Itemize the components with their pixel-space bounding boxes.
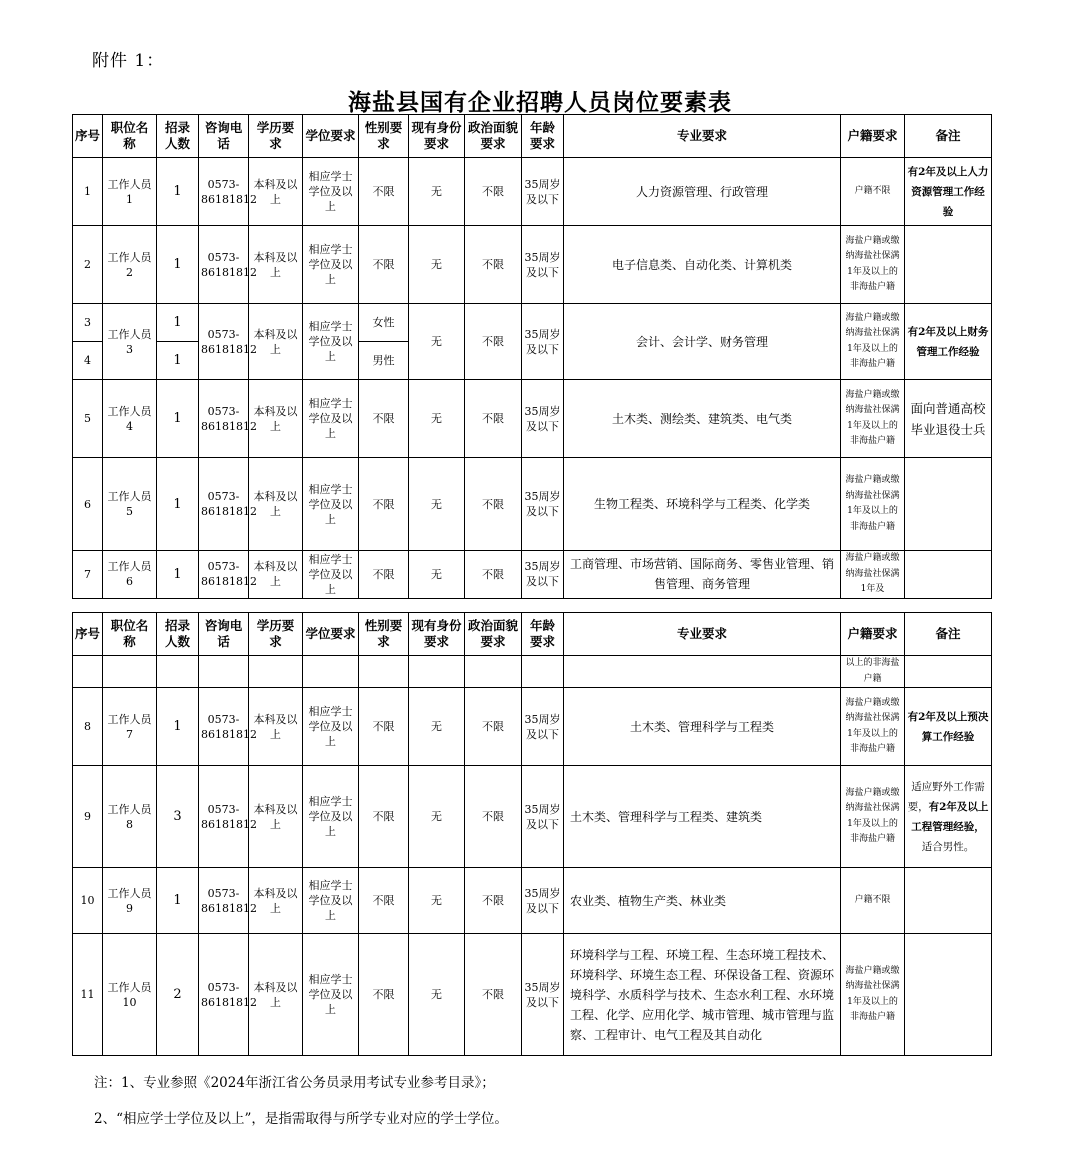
table-row	[73, 458, 992, 551]
cell-no: 2	[73, 226, 103, 304]
cell-education: 本科及以上	[249, 868, 303, 934]
cell-degree: 相应学士学位及以上	[303, 304, 359, 380]
cell-age: 35周岁及以下	[522, 458, 564, 551]
header-cell: 户籍要求	[841, 613, 905, 656]
cell-degree: 相应学士学位及以上	[303, 226, 359, 304]
cell-major: 生物工程类、环境科学与工程类、化学类	[564, 458, 841, 551]
footer-note-2: 2、“相应学士学位及以上”，是指需取得与所学专业对应的学士学位。	[94, 1111, 508, 1127]
table-row	[73, 380, 992, 458]
cell-hukou: 海盐户籍或缴纳海盐社保满1年及以上的非海盐户籍	[841, 934, 905, 1056]
cell-note	[905, 934, 992, 1056]
cell-note: 面向普通高校毕业退役士兵	[905, 380, 992, 458]
cell-hukou: 户籍不限	[841, 158, 905, 226]
cell-age: 35周岁及以下	[522, 688, 564, 766]
header-cell: 招录人数	[157, 613, 199, 656]
cell-phone: 0573-86181812	[199, 380, 249, 458]
cell-age: 35周岁及以下	[522, 934, 564, 1056]
cell-political: 不限	[465, 226, 522, 304]
cell-major: 人力资源管理、行政管理	[564, 158, 841, 226]
table-row	[73, 868, 992, 934]
cell-major: 土木类、管理科学与工程类、建筑类	[564, 766, 841, 868]
cell-education: 本科及以上	[249, 766, 303, 868]
cell-political: 不限	[465, 551, 522, 599]
header-cell: 职位名称	[103, 115, 157, 158]
cell-identity: 无	[409, 934, 465, 1056]
cell-count: 1	[157, 380, 199, 458]
cell-phone: 0573-86181812	[199, 226, 249, 304]
cell-identity: 无	[409, 688, 465, 766]
cell-gender: 不限	[359, 766, 409, 868]
cell-political: 不限	[465, 380, 522, 458]
cell-phone: 0573-86181812	[199, 934, 249, 1056]
cell-position: 工作人员10	[103, 934, 157, 1056]
cell-hukou: 海盐户籍或缴纳海盐社保满1年及以上的非海盐户籍	[841, 380, 905, 458]
cell-hukou: 户籍不限	[841, 868, 905, 934]
cell-identity: 无	[409, 380, 465, 458]
cell-degree: 相应学士学位及以上	[303, 688, 359, 766]
table-row	[73, 934, 992, 1056]
cell-gender: 不限	[359, 380, 409, 458]
header-cell: 咨询电话	[199, 115, 249, 158]
cell-degree: 相应学士学位及以上	[303, 551, 359, 599]
cell-identity: 无	[409, 304, 465, 380]
header-cell: 咨询电话	[199, 613, 249, 656]
cell-phone: 0573-86181812	[199, 868, 249, 934]
positions-table-part2	[72, 612, 992, 1056]
cell-no: 10	[73, 868, 103, 934]
cell-gender: 不限	[359, 934, 409, 1056]
cell-gender: 不限	[359, 226, 409, 304]
cell-phone: 0573-86181812	[199, 458, 249, 551]
cell-count: 1	[157, 458, 199, 551]
header-cell: 年龄要求	[522, 115, 564, 158]
cell-note	[905, 551, 992, 599]
cell-degree: 相应学士学位及以上	[303, 380, 359, 458]
table-row-continuation	[73, 656, 992, 688]
cell-age: 35周岁及以下	[522, 868, 564, 934]
header-cell: 学位要求	[303, 613, 359, 656]
header-cell: 户籍要求	[841, 115, 905, 158]
header-cell: 备注	[905, 115, 992, 158]
cell-identity: 无	[409, 458, 465, 551]
header-cell: 学历要求	[249, 613, 303, 656]
cell-education: 本科及以上	[249, 158, 303, 226]
cell-major: 环境科学与工程、环境工程、生态环境工程技术、环境科学、环境生态工程、环保设备工程、资源环境科学、水质科学与技术、生态水利工程、水环境工程、化学、应用化学、城市管理、城市管理与监察、工程审计、电气工程及其自动化	[564, 934, 841, 1056]
cell-political: 不限	[465, 158, 522, 226]
cell-gender: 不限	[359, 688, 409, 766]
cell-no: 8	[73, 688, 103, 766]
cell-gender: 女性	[359, 304, 409, 342]
footer-note-1: 注：1、专业参照《2024年浙江省公务员录用考试专业参考目录》；	[94, 1075, 495, 1091]
cell-hukou: 海盐户籍或缴纳海盐社保满1年及以上的非海盐户籍	[841, 226, 905, 304]
cell-hukou: 海盐户籍或缴纳海盐社保满1年及以上的非海盐户籍	[841, 766, 905, 868]
cell-note: 有2年及以上财务管理工作经验	[905, 304, 992, 380]
cell-phone: 0573-86181812	[199, 688, 249, 766]
cell-count: 3	[157, 766, 199, 868]
cell-political: 不限	[465, 868, 522, 934]
cell-no: 9	[73, 766, 103, 868]
header-cell: 序号	[73, 613, 103, 656]
cell-count: 2	[157, 934, 199, 1056]
cell-no: 6	[73, 458, 103, 551]
cell-major: 工商管理、市场营销、国际商务、零售业管理、销售管理、商务管理	[564, 551, 841, 599]
cell-position: 工作人员2	[103, 226, 157, 304]
cell-note	[905, 458, 992, 551]
cell-gender: 男性	[359, 342, 409, 380]
header-cell: 政治面貌要求	[465, 115, 522, 158]
cell-education: 本科及以上	[249, 226, 303, 304]
header-cell: 备注	[905, 613, 992, 656]
cell-no: 1	[73, 158, 103, 226]
header-cell: 现有身份要求	[409, 115, 465, 158]
cell-no: 7	[73, 551, 103, 599]
table-header-row	[73, 115, 992, 158]
cell-position: 工作人员4	[103, 380, 157, 458]
cell-position: 工作人员5	[103, 458, 157, 551]
cell-note: 适应野外工作需要，有2年及以上工程管理经验，适合男性。	[905, 766, 992, 868]
cell-degree: 相应学士学位及以上	[303, 158, 359, 226]
table-header-row	[73, 613, 992, 656]
table-row	[73, 551, 992, 599]
cell-hukou: 以上的非海盐户籍	[841, 656, 905, 688]
cell-gender: 不限	[359, 551, 409, 599]
header-cell: 专业要求	[564, 613, 841, 656]
cell-education: 本科及以上	[249, 458, 303, 551]
cell-position: 工作人员1	[103, 158, 157, 226]
table-row	[73, 688, 992, 766]
cell-education: 本科及以上	[249, 380, 303, 458]
cell-hukou: 海盐户籍或缴纳海盐社保满1年及	[841, 551, 905, 599]
page-title: 海盐县国有企业招聘人员岗位要素表	[348, 89, 732, 116]
cell-identity: 无	[409, 868, 465, 934]
cell-count: 1	[157, 158, 199, 226]
cell-education: 本科及以上	[249, 934, 303, 1056]
cell-position: 工作人员9	[103, 868, 157, 934]
cell-note	[905, 868, 992, 934]
header-cell: 性别要求	[359, 115, 409, 158]
positions-table-part1	[72, 114, 992, 599]
attachment-label: 附件 1：	[92, 51, 165, 71]
cell-phone: 0573-86181812	[199, 158, 249, 226]
cell-major: 农业类、植物生产类、林业类	[564, 868, 841, 934]
cell-phone: 0573-86181812	[199, 551, 249, 599]
cell-position: 工作人员7	[103, 688, 157, 766]
cell-identity: 无	[409, 551, 465, 599]
cell-no: 5	[73, 380, 103, 458]
cell-degree: 相应学士学位及以上	[303, 766, 359, 868]
table-row	[73, 158, 992, 226]
header-cell: 学历要求	[249, 115, 303, 158]
cell-position: 工作人员3	[103, 304, 157, 380]
cell-count: 1	[157, 304, 199, 342]
cell-political: 不限	[465, 304, 522, 380]
cell-count: 1	[157, 342, 199, 380]
cell-position: 工作人员6	[103, 551, 157, 599]
cell-hukou: 海盐户籍或缴纳海盐社保满1年及以上的非海盐户籍	[841, 688, 905, 766]
header-cell: 招录人数	[157, 115, 199, 158]
cell-identity: 无	[409, 158, 465, 226]
cell-count: 1	[157, 868, 199, 934]
header-cell: 年龄要求	[522, 613, 564, 656]
cell-education: 本科及以上	[249, 304, 303, 380]
cell-note	[905, 226, 992, 304]
cell-age: 35周岁及以下	[522, 380, 564, 458]
cell-gender: 不限	[359, 458, 409, 551]
cell-degree: 相应学士学位及以上	[303, 868, 359, 934]
cell-gender: 不限	[359, 158, 409, 226]
cell-no: 4	[73, 342, 103, 380]
cell-degree: 相应学士学位及以上	[303, 934, 359, 1056]
header-cell: 现有身份要求	[409, 613, 465, 656]
cell-no: 11	[73, 934, 103, 1056]
cell-hukou: 海盐户籍或缴纳海盐社保满1年及以上的非海盐户籍	[841, 458, 905, 551]
cell-degree: 相应学士学位及以上	[303, 458, 359, 551]
cell-education: 本科及以上	[249, 551, 303, 599]
cell-hukou: 海盐户籍或缴纳海盐社保满1年及以上的非海盐户籍	[841, 304, 905, 380]
cell-major: 土木类、测绘类、建筑类、电气类	[564, 380, 841, 458]
header-cell: 职位名称	[103, 613, 157, 656]
header-cell: 学位要求	[303, 115, 359, 158]
cell-major: 土木类、管理科学与工程类	[564, 688, 841, 766]
cell-gender: 不限	[359, 868, 409, 934]
cell-phone: 0573-86181812	[199, 766, 249, 868]
cell-note: 有2年及以上预决算工作经验	[905, 688, 992, 766]
header-cell: 政治面貌要求	[465, 613, 522, 656]
cell-count: 1	[157, 226, 199, 304]
cell-age: 35周岁及以下	[522, 158, 564, 226]
header-cell: 性别要求	[359, 613, 409, 656]
cell-identity: 无	[409, 226, 465, 304]
cell-age: 35周岁及以下	[522, 226, 564, 304]
cell-political: 不限	[465, 766, 522, 868]
cell-political: 不限	[465, 458, 522, 551]
cell-major: 会计、会计学、财务管理	[564, 304, 841, 380]
cell-note: 有2年及以上人力资源管理工作经验	[905, 158, 992, 226]
cell-political: 不限	[465, 688, 522, 766]
cell-political: 不限	[465, 934, 522, 1056]
cell-identity: 无	[409, 766, 465, 868]
cell-major: 电子信息类、自动化类、计算机类	[564, 226, 841, 304]
header-cell: 序号	[73, 115, 103, 158]
cell-phone: 0573-86181812	[199, 304, 249, 380]
table-row	[73, 304, 992, 342]
cell-position: 工作人员8	[103, 766, 157, 868]
table-row	[73, 766, 992, 868]
cell-age: 35周岁及以下	[522, 551, 564, 599]
cell-age: 35周岁及以下	[522, 766, 564, 868]
cell-no: 3	[73, 304, 103, 342]
cell-count: 1	[157, 688, 199, 766]
cell-education: 本科及以上	[249, 688, 303, 766]
header-cell: 专业要求	[564, 115, 841, 158]
cell-count: 1	[157, 551, 199, 599]
table-row	[73, 226, 992, 304]
cell-age: 35周岁及以下	[522, 304, 564, 380]
